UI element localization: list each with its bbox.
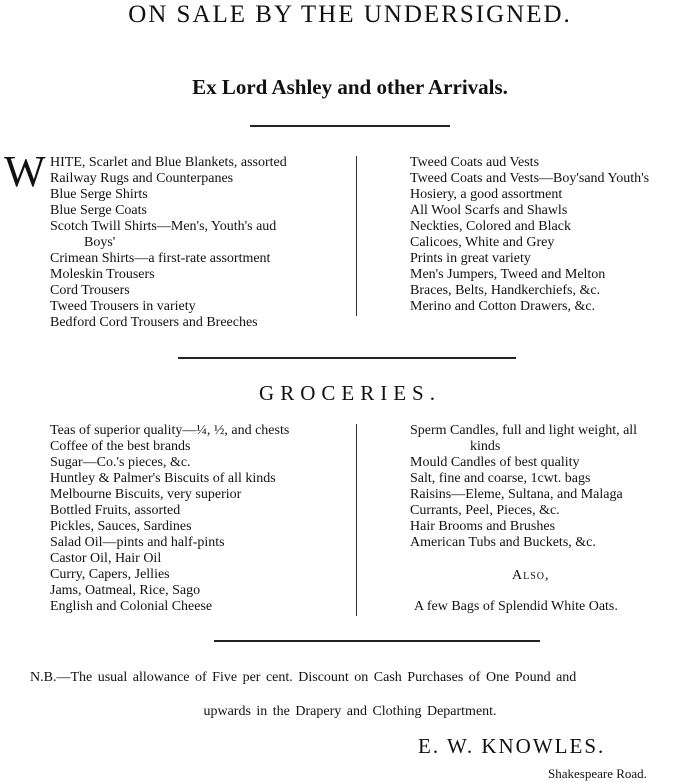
- divider-rule: [250, 125, 450, 127]
- grocery-item: Coffee of the best brands: [50, 439, 191, 454]
- grocery-item: Melbourne Biscuits, very superior: [50, 487, 242, 502]
- grocery-item: Salad Oil—pints and half-pints: [50, 535, 225, 550]
- grocery-item: Salt, fine and coarse, 1cwt. bags: [410, 471, 591, 486]
- grocery-item: Huntley & Palmer's Biscuits of all kinds: [50, 471, 276, 486]
- grocery-item: Sperm Candles, full and light weight, all: [410, 423, 638, 438]
- drapery-item: Railway Rugs and Counterpanes: [50, 171, 234, 186]
- drapery-item: All Wool Scarfs and Shawls: [410, 203, 568, 218]
- grocery-item: American Tubs and Buckets, &c.: [410, 535, 596, 550]
- drapery-item: Bedford Cord Trousers and Breeches: [50, 315, 258, 330]
- groceries-right-column: [410, 423, 637, 551]
- groceries-left-column: [50, 423, 289, 615]
- drapery-item: Neckties, Colored and Black: [410, 219, 571, 234]
- grocery-item: Sugar—Co.'s pieces, &c.: [50, 455, 191, 470]
- grocery-item-continuation: kinds: [470, 439, 501, 454]
- drapery-item: Scotch Twill Shirts—Men's, Youth's aud: [50, 219, 277, 234]
- nb-notice-line-2: upwards in the Drapery and Clothing Department.: [203, 704, 497, 719]
- grocery-item: Mould Candles of best quality: [410, 455, 580, 470]
- grocery-item: Teas of superior quality—¼, ½, and chests: [50, 423, 290, 438]
- drapery-item: Tweed Coats aud Vests: [410, 155, 540, 170]
- column-divider: [356, 424, 357, 616]
- grocery-item: Curry, Capers, Jellies: [50, 567, 170, 582]
- grocery-item: Currants, Peel, Pieces, &c.: [410, 503, 560, 518]
- headline: ON SALE BY THE UNDERSIGNED.: [128, 1, 572, 28]
- drapery-item: Blue Serge Shirts: [50, 187, 148, 202]
- drapery-left-column: [50, 155, 287, 331]
- drapery-item: Braces, Belts, Handkerchiefs, &c.: [410, 283, 601, 298]
- grocery-item: Castor Oil, Hair Oil: [50, 551, 162, 566]
- drapery-item-continuation: Boys': [84, 235, 116, 250]
- grocery-item: Bottled Fruits, assorted: [50, 503, 181, 518]
- drapery-item: Moleskin Trousers: [50, 267, 155, 282]
- grocery-item: Raisins—Eleme, Sultana, and Malaga: [410, 487, 623, 502]
- drapery-item: Merino and Cotton Drawers, &c.: [410, 299, 596, 314]
- divider-rule: [178, 357, 516, 359]
- drapery-item: Tweed Coats and Vests—Boy'sand Youth's: [410, 171, 650, 186]
- drapery-item: Men's Jumpers, Tweed and Melton: [410, 267, 606, 282]
- drapery-right-column: [410, 155, 649, 315]
- drapery-item: Blue Serge Coats: [50, 203, 147, 218]
- drapery-item: Tweed Trousers in variety: [50, 299, 196, 314]
- dropcap-letter: W: [4, 147, 46, 196]
- grocery-item: English and Colonial Cheese: [50, 599, 213, 614]
- divider-rule: [214, 640, 540, 642]
- nb-notice-line-1: N.B.—The usual allowance of Five per cent. Discount on Cash Purchases of One Pound and: [30, 670, 577, 685]
- grocery-item: Hair Brooms and Brushes: [410, 519, 556, 534]
- drapery-item: Calicoes, White and Grey: [410, 235, 555, 250]
- subheadline: Ex Lord Ashley and other Arrivals.: [192, 75, 508, 99]
- column-divider: [356, 156, 357, 316]
- merchant-signature: E. W. KNOWLES.: [418, 734, 606, 758]
- merchant-address: Shakespeare Road.: [548, 766, 647, 781]
- grocery-item: Jams, Oatmeal, Rice, Sago: [50, 583, 201, 598]
- drapery-item: Prints in great variety: [410, 251, 531, 266]
- groceries-title: GROCERIES.: [259, 381, 441, 405]
- drapery-item: HITE, Scarlet and Blue Blankets, assorted: [50, 155, 287, 170]
- drapery-item: Crimean Shirts—a first-rate assortment: [50, 251, 271, 266]
- drapery-item: Cord Trousers: [50, 283, 130, 298]
- drapery-item: Hosiery, a good assortment: [410, 187, 563, 202]
- oats-notice: A few Bags of Splendid White Oats.: [414, 599, 618, 614]
- grocery-item: Pickles, Sauces, Sardines: [50, 519, 192, 534]
- dropcap: [4, 147, 46, 196]
- also-label: Also,: [512, 568, 550, 583]
